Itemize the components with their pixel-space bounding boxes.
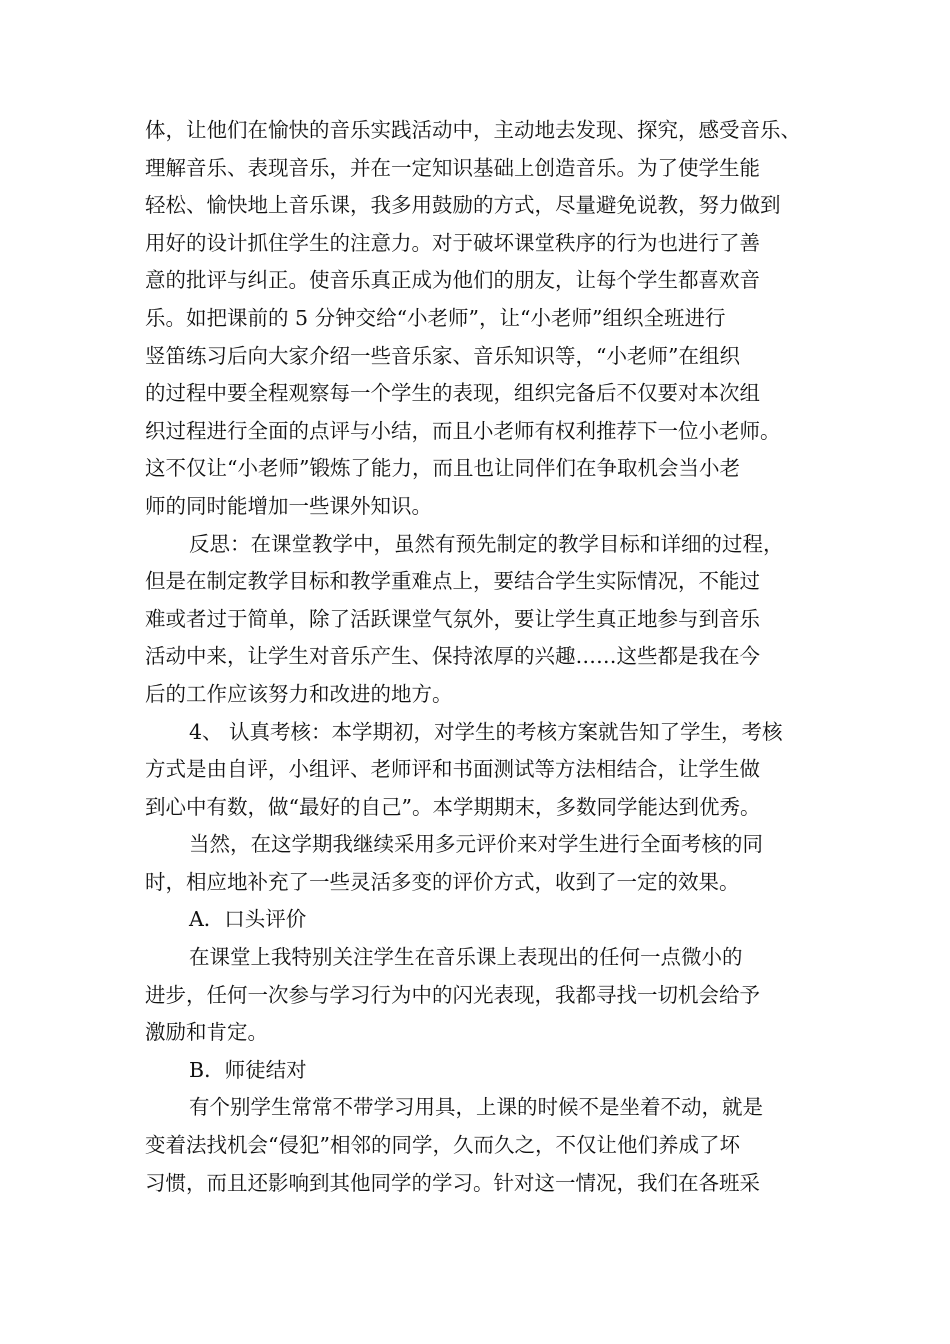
text-line: 难或者过于简单，除了活跃课堂气氛外，要让学生真正地参与到音乐 bbox=[145, 606, 760, 631]
text-line: 后的工作应该努力和改进的地方。 bbox=[145, 681, 453, 706]
text-line: 习惯，而且还影响到其他同学的学习。针对这一情况，我们在各班采 bbox=[145, 1170, 760, 1195]
text-line: 到心中有数，做“最好的自己”。本学期期末，多数同学能达到优秀。 bbox=[145, 794, 761, 819]
text-line: 激励和肯定。 bbox=[145, 1020, 268, 1045]
text-line: 用好的设计抓住学生的注意力。对于破坏课堂秩序的行为也进行了善 bbox=[145, 230, 760, 255]
text-line: 在课堂上我特别关注学生在音乐课上表现出的任何一点微小的 bbox=[189, 945, 743, 970]
text-line: 理解音乐、表现音乐，并在一定知识基础上创造音乐。为了使学生能 bbox=[145, 155, 760, 180]
text-line: 4、 认真考核：本学期初，对学生的考核方案就告知了学生，考核 bbox=[189, 719, 783, 744]
text-line: 进步，任何一次参与学习行为中的闪光表现，我都寻找一切机会给予 bbox=[145, 982, 760, 1007]
text-line: 变着法找机会“侵犯”相邻的同学，久而久之，不仅让他们养成了坏 bbox=[145, 1133, 740, 1158]
text-line: 方式是由自评，小组评、老师评和书面测试等方法相结合，让学生做 bbox=[145, 757, 760, 782]
text-line: 师的同时能增加一些课外知识。 bbox=[145, 493, 432, 518]
text-line: 乐。如把课前的 5 分钟交给“小老师”，让“小老师”组织全班进行 bbox=[145, 305, 726, 330]
text-line: 织过程进行全面的点评与小结，而且小老师有权利推荐下一位小老师。 bbox=[145, 418, 781, 443]
text-line: 体，让他们在愉快的音乐实践活动中，主动地去发现、探究，感受音乐、 bbox=[145, 118, 801, 142]
document-body bbox=[145, 112, 815, 1202]
text-line: 活动中来，让学生对音乐产生、保持浓厚的兴趣……这些都是我在今 bbox=[145, 644, 760, 669]
text-line: 有个别学生常常不带学习用具，上课的时候不是坐着不动，就是 bbox=[189, 1095, 763, 1120]
text-line: 意的批评与纠正。使音乐真正成为他们的朋友，让每个学生都喜欢音 bbox=[145, 268, 760, 293]
text-line: A．口头评价 bbox=[189, 907, 307, 932]
text-line: 反思：在课堂教学中，虽然有预先制定的教学目标和详细的过程， bbox=[189, 531, 784, 556]
text-line: 当然，在这学期我继续采用多元评价来对学生进行全面考核的同 bbox=[189, 832, 763, 857]
text-line: 轻松、愉快地上音乐课，我多用鼓励的方式，尽量避免说教，努力做到 bbox=[145, 193, 781, 218]
text-line: B．师徒结对 bbox=[189, 1057, 307, 1082]
text-line: 但是在制定教学目标和教学重难点上，要结合学生实际情况，不能过 bbox=[145, 569, 760, 594]
text-line: 这不仅让“小老师”锻炼了能力，而且也让同伴们在争取机会当小老 bbox=[145, 456, 740, 481]
text-line: 时，相应地补充了一些灵活多变的评价方式，收到了一定的效果。 bbox=[145, 869, 740, 894]
text-line: 竖笛练习后向大家介绍一些音乐家、音乐知识等，“小老师”在组织 bbox=[145, 343, 740, 368]
text-line: 的过程中要全程观察每一个学生的表现，组织完备后不仅要对本次组 bbox=[145, 381, 760, 406]
